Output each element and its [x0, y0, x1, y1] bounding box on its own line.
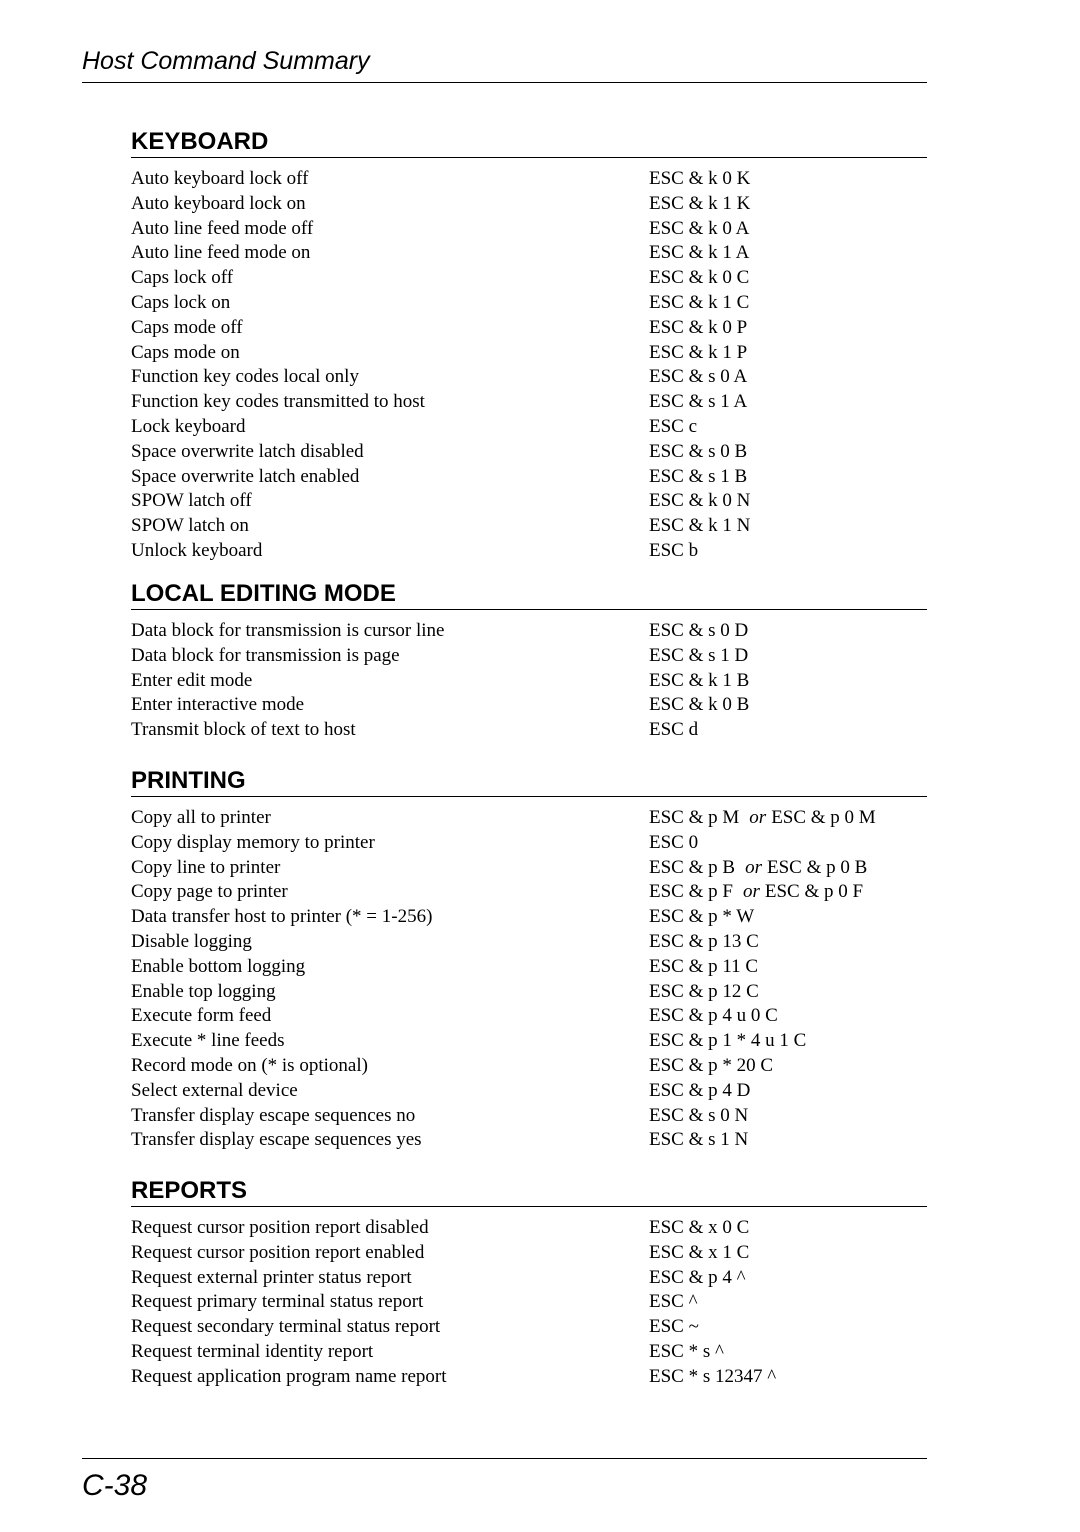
- escape-sequence-primary: ESC & x 0 C: [649, 1217, 750, 1238]
- escape-sequence: [649, 880, 863, 905]
- command-row: [131, 831, 927, 856]
- command-description: Lock keyboard: [131, 415, 246, 437]
- command-row: [131, 619, 927, 644]
- escape-sequence-primary: ESC & k 0 P: [649, 316, 748, 338]
- page-header: [82, 44, 927, 83]
- command-description: Request terminal identity report: [131, 1340, 374, 1362]
- command-description: SPOW latch on: [131, 515, 249, 537]
- escape-sequence: [649, 955, 758, 980]
- command-description: SPOW latch off: [131, 490, 252, 512]
- escape-sequence: [649, 1079, 750, 1104]
- escape-sequence: [649, 1054, 773, 1079]
- escape-sequence-primary: ESC 0: [649, 831, 699, 853]
- command-row: [131, 291, 927, 316]
- escape-sequence-primary: ESC d: [649, 719, 699, 741]
- command-description: Data transfer host to printer (* = 1-256): [131, 906, 433, 928]
- escape-sequence-primary: ESC & p 1 * 4 u 1 C: [649, 1030, 807, 1052]
- command-row: [131, 644, 927, 669]
- escape-sequence: [649, 831, 698, 856]
- escape-sequence: [649, 905, 754, 930]
- escape-sequence-primary: ESC c: [649, 415, 698, 437]
- escape-sequence: [649, 619, 748, 644]
- escape-sequence: [649, 1241, 749, 1266]
- escape-sequence-primary: ESC & k 0 B: [649, 694, 750, 716]
- escape-sequence-primary: ESC & p F: [649, 881, 733, 903]
- escape-sequence: [649, 1290, 698, 1315]
- escape-sequence: [649, 930, 759, 955]
- escape-sequence: [649, 365, 747, 390]
- escape-sequence-primary: ESC & p B: [649, 856, 736, 878]
- command-row: [131, 514, 927, 539]
- escape-sequence: [649, 341, 747, 366]
- command-row: [131, 1290, 927, 1315]
- command-description: Unlock keyboard: [131, 539, 263, 561]
- command-row: [131, 1216, 927, 1241]
- escape-sequence: [649, 415, 697, 440]
- command-row: [131, 489, 927, 514]
- command-row: [131, 241, 927, 266]
- command-description: Copy line to printer: [131, 856, 281, 878]
- command-description: Transmit block of text to host: [131, 719, 356, 741]
- command-description: Copy display memory to printer: [131, 831, 375, 853]
- escape-sequence-primary: ESC & k 1 B: [649, 669, 750, 691]
- section-heading: PRINTING: [131, 766, 927, 797]
- escape-sequence-primary: ESC & k 0 K: [649, 168, 751, 189]
- escape-sequence: [649, 539, 698, 564]
- command-row: [131, 856, 927, 881]
- command-row: [131, 930, 927, 955]
- command-row: [131, 167, 927, 192]
- command-row: [131, 316, 927, 341]
- command-description: Enter edit mode: [131, 669, 253, 691]
- command-row: [131, 539, 927, 564]
- command-row: [131, 669, 927, 694]
- escape-sequence-alternate: ESC & p 0 M: [771, 807, 876, 828]
- escape-sequence-primary: ESC & x 1 C: [649, 1241, 750, 1263]
- escape-sequence: [649, 1128, 748, 1153]
- command-row: [131, 806, 927, 831]
- escape-sequence-primary: ESC & k 0 A: [649, 217, 750, 239]
- command-row: [131, 718, 927, 743]
- escape-sequence-primary: ESC & s 1 A: [649, 391, 748, 413]
- or-separator: or: [749, 807, 767, 828]
- command-description: Request application program name report: [131, 1365, 447, 1387]
- command-description: Request primary terminal status report: [131, 1291, 424, 1313]
- escape-sequence-primary: ESC & k 1 P: [649, 341, 748, 363]
- escape-sequence: [649, 1004, 778, 1029]
- escape-sequence: [649, 856, 867, 881]
- footer-rule: [82, 1458, 927, 1459]
- escape-sequence: [649, 514, 750, 539]
- command-row: [131, 217, 927, 242]
- command-row: [131, 1365, 927, 1390]
- command-description: Auto line feed mode on: [131, 242, 311, 264]
- escape-sequence: [649, 644, 748, 669]
- command-row: [131, 1104, 927, 1129]
- command-description: Request cursor position report enabled: [131, 1241, 425, 1263]
- command-description: Execute form feed: [131, 1005, 272, 1027]
- escape-sequence-primary: ESC & p 12 C: [649, 980, 759, 1002]
- command-description: Data block for transmission is page: [131, 644, 400, 666]
- command-row: [131, 1266, 927, 1291]
- section-keyboard: [131, 127, 927, 564]
- command-row: [131, 192, 927, 217]
- escape-sequence: [649, 266, 749, 291]
- command-row: [131, 440, 927, 465]
- command-row: [131, 1079, 927, 1104]
- command-row: [131, 1029, 927, 1054]
- escape-sequence-primary: ESC & p 4 u 0 C: [649, 1005, 778, 1027]
- command-description: Caps lock off: [131, 267, 234, 289]
- command-row: [131, 365, 927, 390]
- page-title: Host Command Summary: [82, 47, 370, 75]
- command-description: Space overwrite latch enabled: [131, 465, 360, 487]
- command-description: Caps mode on: [131, 341, 240, 363]
- command-row: [131, 390, 927, 415]
- escape-sequence: [649, 693, 749, 718]
- escape-sequence-alternate: ESC & p 0 F: [764, 881, 864, 903]
- command-row: [131, 1241, 927, 1266]
- command-description: Space overwrite latch disabled: [131, 440, 364, 462]
- escape-sequence-primary: ESC & s 0 D: [649, 620, 749, 641]
- escape-sequence-primary: ESC & s 0 B: [649, 440, 748, 462]
- command-description: Request external printer status report: [131, 1266, 412, 1288]
- command-description: Request cursor position report disabled: [131, 1217, 429, 1238]
- section-reports: [131, 1176, 927, 1390]
- command-description: Select external device: [131, 1079, 298, 1101]
- escape-sequence-primary: ESC & s 1 B: [649, 465, 748, 487]
- command-row: [131, 1315, 927, 1340]
- escape-sequence-primary: ESC & k 1 C: [649, 291, 750, 313]
- command-row: [131, 341, 927, 366]
- escape-sequence: [649, 167, 750, 192]
- command-row: [131, 465, 927, 490]
- command-row: [131, 1128, 927, 1153]
- command-description: Enter interactive mode: [131, 694, 305, 716]
- escape-sequence: [649, 1216, 749, 1241]
- section-local-editing: [131, 579, 927, 743]
- section-printing: [131, 766, 927, 1153]
- command-description: Copy page to printer: [131, 881, 288, 903]
- command-list: [131, 619, 927, 743]
- escape-sequence-primary: ESC * s ^: [649, 1340, 724, 1362]
- escape-sequence: [649, 241, 749, 266]
- command-row: [131, 266, 927, 291]
- command-row: [131, 1054, 927, 1079]
- page-number: C-38: [82, 1469, 148, 1502]
- escape-sequence: [649, 316, 747, 341]
- escape-sequence-alternate: ESC & p 0 B: [766, 856, 868, 878]
- escape-sequence-primary: ESC & k 0 C: [649, 267, 750, 289]
- escape-sequence: [649, 440, 747, 465]
- command-description: Execute * line feeds: [131, 1030, 285, 1052]
- escape-sequence-primary: ESC & k 1 K: [649, 192, 751, 214]
- escape-sequence: [649, 291, 749, 316]
- command-description: Copy all to printer: [131, 807, 271, 828]
- command-list: [131, 167, 927, 564]
- escape-sequence-primary: ESC ^: [649, 1291, 698, 1313]
- escape-sequence: [649, 980, 759, 1005]
- command-description: Enable bottom logging: [131, 955, 306, 977]
- command-description: Record mode on (* is optional): [131, 1054, 368, 1076]
- section-heading: LOCAL EDITING MODE: [131, 579, 927, 610]
- section-heading: REPORTS: [131, 1176, 927, 1207]
- command-row: [131, 1004, 927, 1029]
- command-row: [131, 955, 927, 980]
- escape-sequence: [649, 1029, 806, 1054]
- command-description: Auto keyboard lock off: [131, 168, 309, 189]
- escape-sequence-primary: ESC & p 4 D: [649, 1079, 751, 1101]
- escape-sequence: [649, 1340, 724, 1365]
- command-row: [131, 1340, 927, 1365]
- escape-sequence-primary: ESC & p 13 C: [649, 930, 759, 952]
- command-row: [131, 693, 927, 718]
- command-description: Caps mode off: [131, 316, 243, 338]
- escape-sequence-primary: ESC & p * W: [649, 906, 755, 928]
- escape-sequence-primary: ESC & p 4 ^: [649, 1266, 746, 1288]
- escape-sequence-primary: ESC & s 0 N: [649, 1104, 749, 1126]
- escape-sequence-primary: ESC * s 12347 ^: [649, 1365, 777, 1387]
- escape-sequence-primary: ESC b: [649, 539, 699, 561]
- escape-sequence-primary: ESC & s 0 A: [649, 366, 748, 388]
- escape-sequence: [649, 806, 876, 831]
- escape-sequence-primary: ESC & p * 20 C: [649, 1054, 774, 1076]
- command-description: Transfer display escape sequences yes: [131, 1129, 422, 1151]
- escape-sequence: [649, 669, 749, 694]
- escape-sequence-primary: ESC & s 1 D: [649, 644, 749, 666]
- or-separator: or: [745, 856, 762, 878]
- command-description: Data block for transmission is cursor line: [131, 620, 445, 641]
- command-description: Auto keyboard lock on: [131, 192, 306, 214]
- escape-sequence: [649, 192, 750, 217]
- escape-sequence-primary: ESC & k 1 A: [649, 242, 750, 264]
- escape-sequence: [649, 217, 749, 242]
- command-description: Disable logging: [131, 930, 252, 952]
- command-list: [131, 1216, 927, 1390]
- command-description: Enable top logging: [131, 980, 276, 1002]
- command-description: Transfer display escape sequences no: [131, 1104, 416, 1126]
- command-description: Request secondary terminal status report: [131, 1316, 441, 1338]
- command-row: [131, 980, 927, 1005]
- escape-sequence: [649, 1104, 748, 1129]
- command-row: [131, 415, 927, 440]
- escape-sequence: [649, 1365, 776, 1390]
- command-row: [131, 880, 927, 905]
- or-separator: or: [742, 881, 760, 903]
- escape-sequence-primary: ESC ~: [649, 1316, 699, 1338]
- escape-sequence: [649, 489, 750, 514]
- command-description: Caps lock on: [131, 291, 231, 313]
- escape-sequence-primary: ESC & k 0 N: [649, 490, 751, 512]
- command-description: Function key codes transmitted to host: [131, 391, 425, 413]
- escape-sequence-primary: ESC & k 1 N: [649, 515, 751, 537]
- escape-sequence: [649, 390, 747, 415]
- command-description: Auto line feed mode off: [131, 217, 314, 239]
- escape-sequence-primary: ESC & p 11 C: [649, 955, 759, 977]
- escape-sequence: [649, 465, 747, 490]
- command-row: [131, 905, 927, 930]
- escape-sequence: [649, 1266, 746, 1291]
- escape-sequence: [649, 1315, 699, 1340]
- section-heading: KEYBOARD: [131, 127, 927, 158]
- command-list: [131, 806, 927, 1153]
- escape-sequence-primary: ESC & s 1 N: [649, 1129, 749, 1151]
- command-description: Function key codes local only: [131, 366, 359, 388]
- escape-sequence-primary: ESC & p M: [649, 807, 740, 828]
- escape-sequence: [649, 718, 698, 743]
